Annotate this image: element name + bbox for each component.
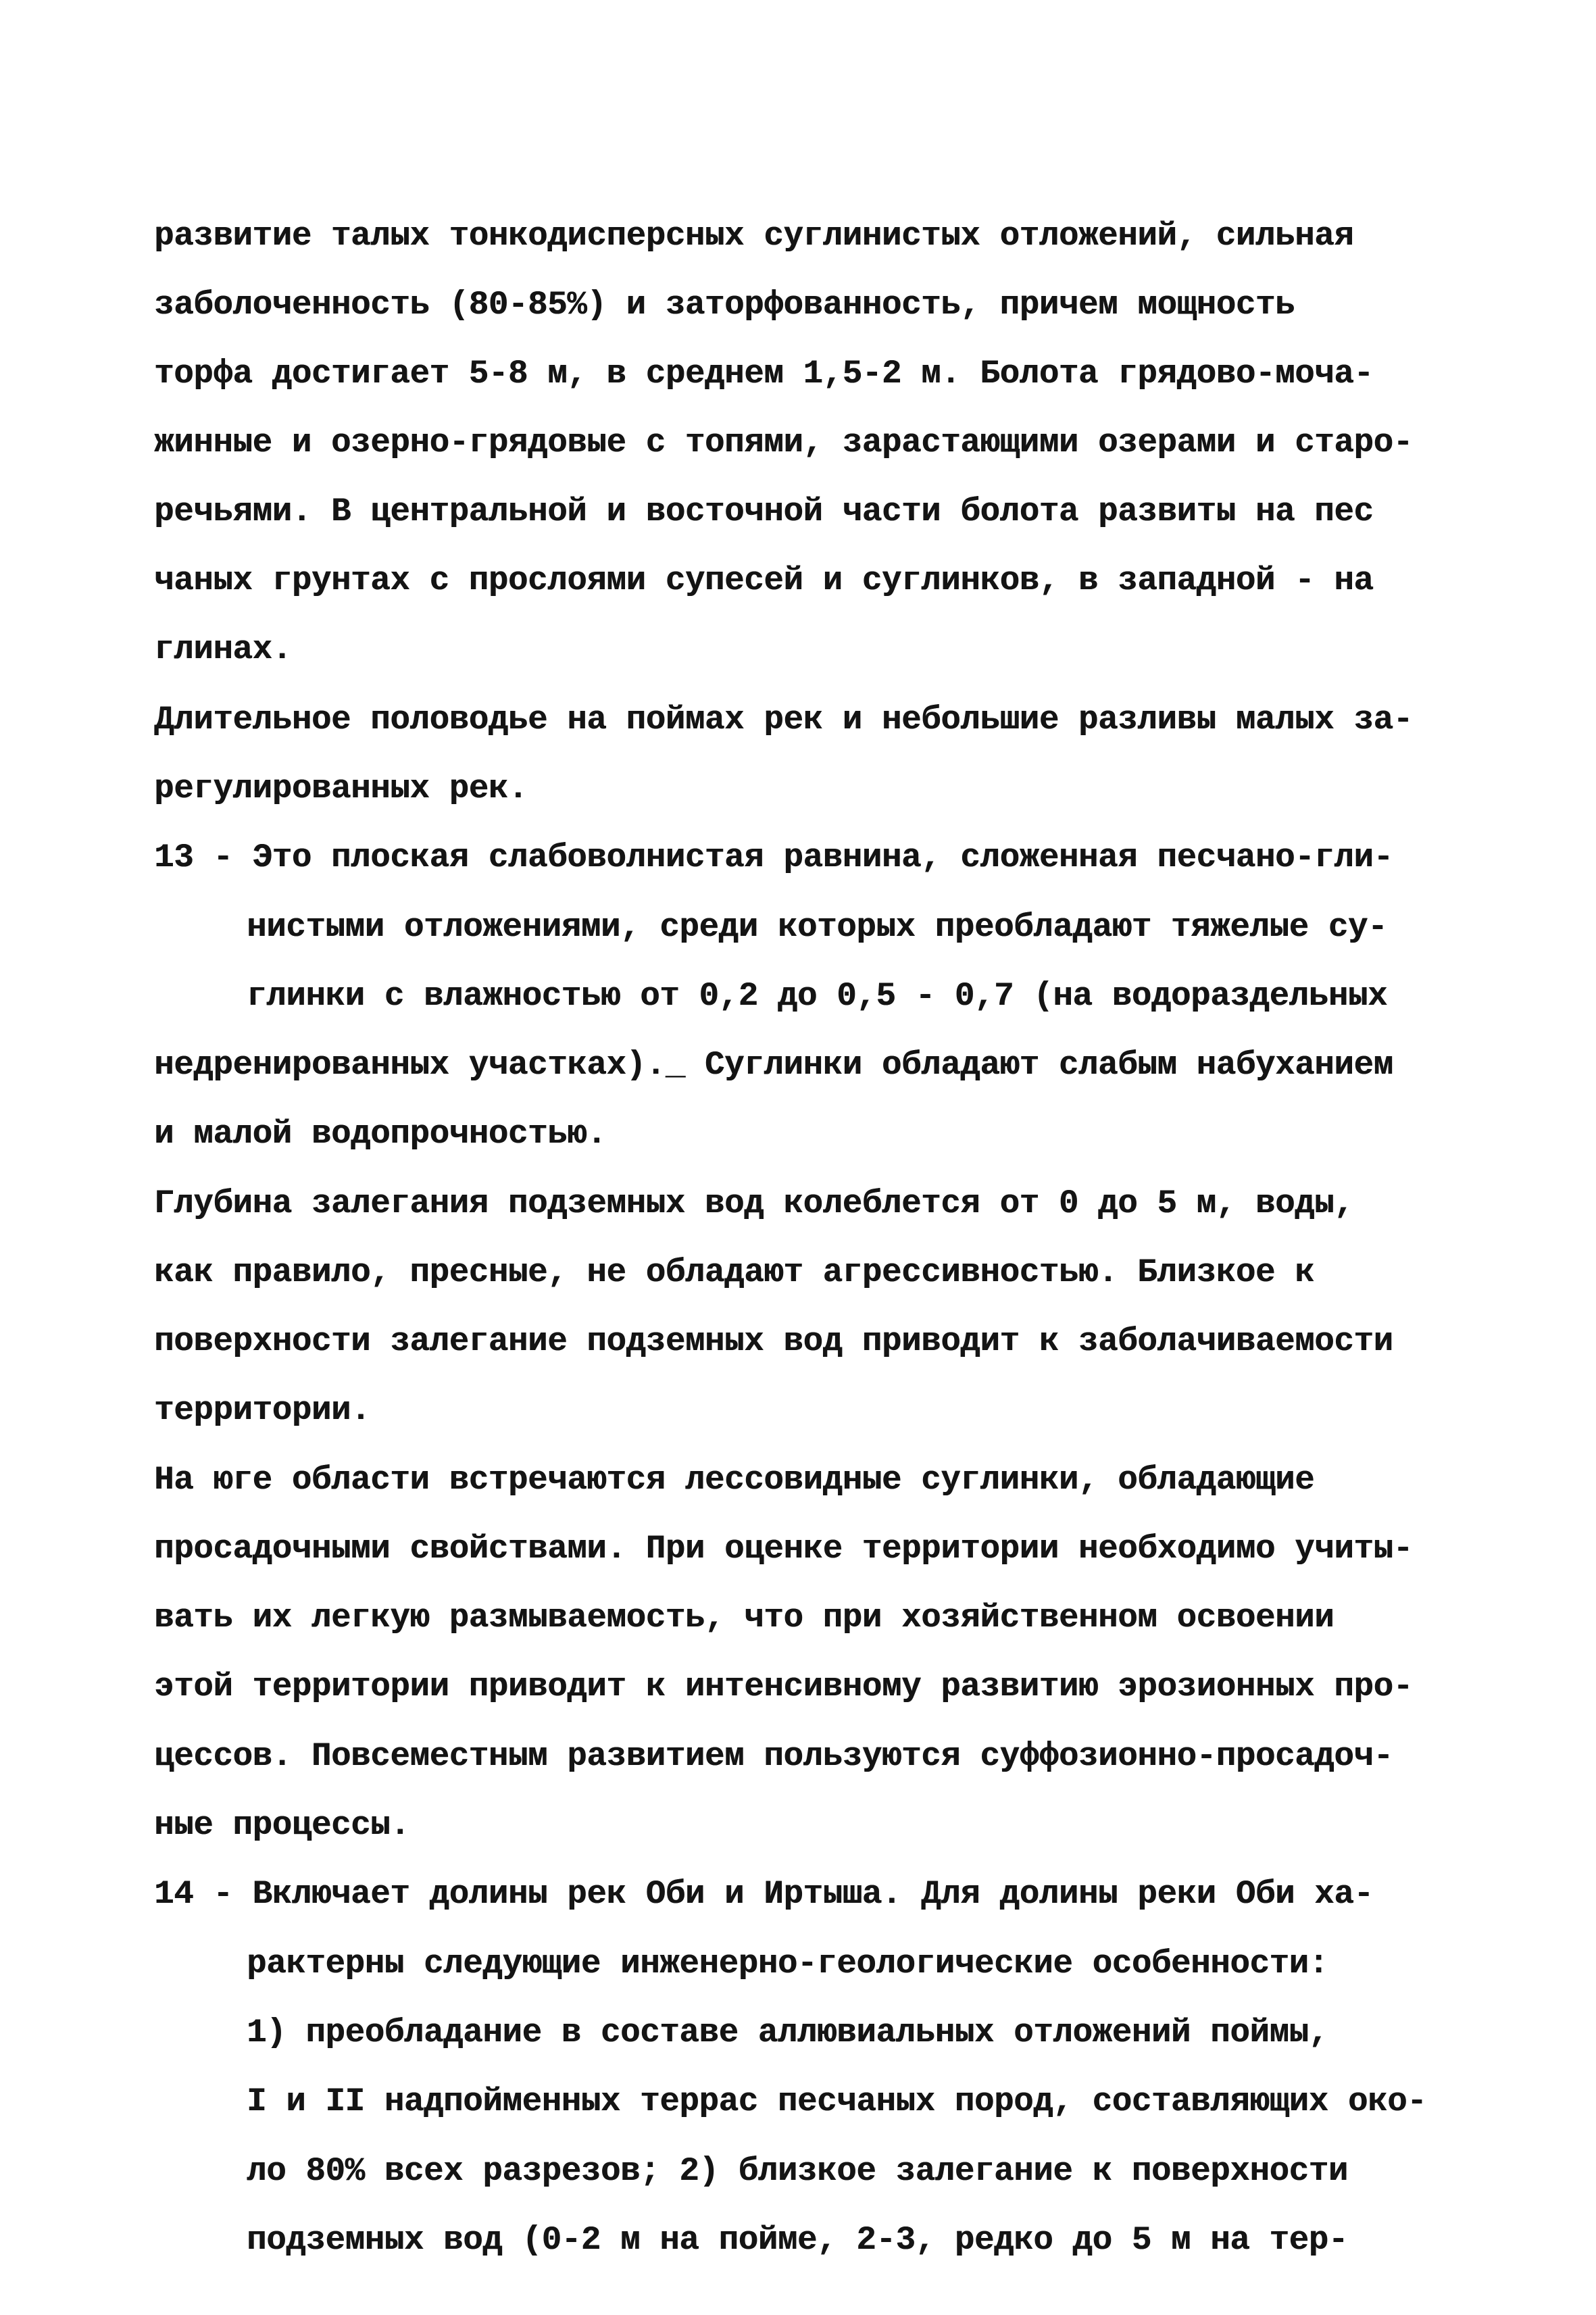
text-line: недренированных участках)._ Суглинки обладают слабым набуханием <box>154 1046 1393 1084</box>
text-line: чаных грунтах с прослоями супесей и суглинков, в западной - на <box>154 562 1374 599</box>
text-line: глинки с влажностью от 0,2 до 0,5 - 0,7 (на водораздельных <box>247 977 1388 1015</box>
text-line: 13 - Это плоская слабоволнистая равнина, сложенная песчано-гли- <box>154 839 1393 876</box>
text-line: нистыми отложениями, среди которых преобладают тяжелые су- <box>247 908 1388 946</box>
text-line: вать их легкую размываемость, что при хозяйственном освоении <box>154 1599 1335 1637</box>
text-line: подземных вод (0-2 м на пойме, 2-3, редко до 5 м на тер- <box>247 2221 1348 2259</box>
text-line: 1) преобладание в составе аллювиальных отложений поймы, <box>247 2014 1328 2051</box>
text-line: рактерны следующие инженерно-геологические особенности: <box>247 1945 1328 1983</box>
text-line: торфа достигает 5-8 м, в среднем 1,5-2 м. Болота грядово-моча- <box>154 355 1374 393</box>
text-line: Длительное половодье на поймах рек и небольшие разливы малых за- <box>154 701 1413 739</box>
text-line: развитие талых тонкодисперсных суглинистых отложений, сильная <box>154 217 1354 255</box>
text-line: как правило, пресные, не обладают агрессивностью. Близкое к <box>154 1253 1315 1291</box>
text-line: и малой водопрочностью. <box>154 1115 607 1153</box>
text-line: этой территории приводит к интенсивному развитию эрозионных про- <box>154 1668 1413 1706</box>
text-line: I и II надпойменных террас песчаных пород, составляющих око- <box>247 2083 1427 2120</box>
text-line: поверхности залегание подземных вод приводит к заболачиваемости <box>154 1322 1393 1360</box>
text-line: ные процессы. <box>154 1806 410 1844</box>
text-line: 14 - Включает долины рек Оби и Иртыша. Для долины реки Оби ха- <box>154 1875 1374 1913</box>
text-line: просадочными свойствами. При оценке территории необходимо учиты- <box>154 1530 1413 1568</box>
text-line: регулированных рек. <box>154 770 528 807</box>
text-line: территории. <box>154 1391 371 1429</box>
text-line: заболоченность (80-85%) и заторфованность, причем мощность <box>154 286 1295 324</box>
text-line: глинах. <box>154 630 292 668</box>
text-line: На юге области встречаются лессовидные суглинки, обладающие <box>154 1461 1315 1499</box>
text-line: цессов. Повсеместным развитием пользуются суффозионно-просадоч- <box>154 1737 1393 1775</box>
text-line: ло 80% всех разрезов; 2) близкое залегание к поверхности <box>247 2152 1348 2190</box>
text-line: жинные и озерно-грядовые с топями, зарастающими озерами и старо- <box>154 424 1413 462</box>
text-line: Глубина залегания подземных вод колеблется от 0 до 5 м, воды, <box>154 1185 1354 1222</box>
text-line: речьями. В центральной и восточной части болота развиты на пес <box>154 493 1374 530</box>
